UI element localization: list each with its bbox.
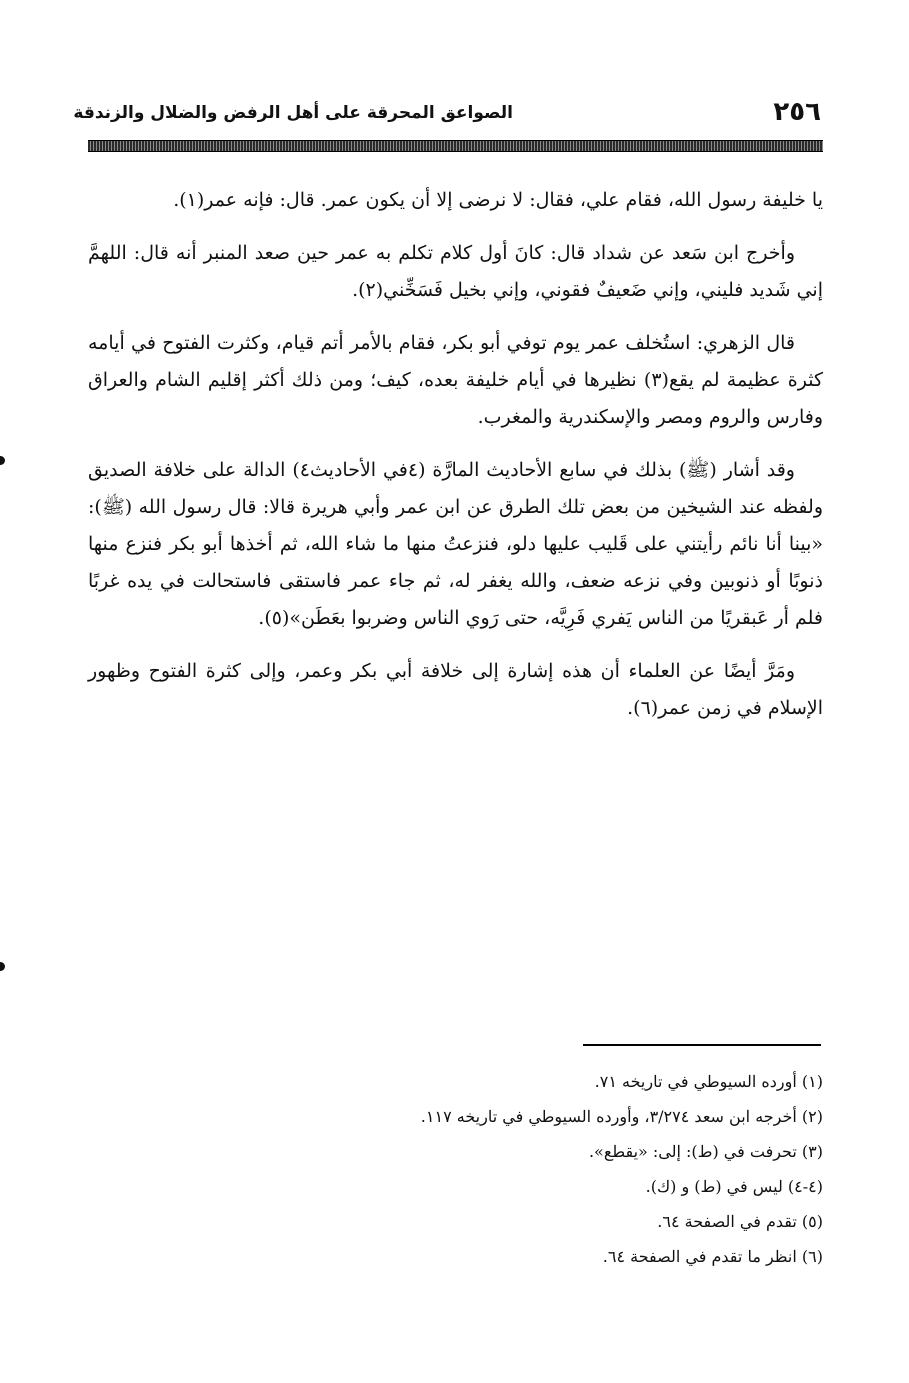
footnotes xyxy=(88,1064,823,1274)
body-text xyxy=(88,182,823,743)
paragraph: ومَرَّ أيضًا عن العلماء أن هذه إشارة إلى خلافة أبي بكر وعمر، وإلى كثرة الفتوح وظهور الإسلام في زمن عمر(٦). xyxy=(88,660,823,719)
footnote: (١) أورده السيوطي في تاريخه ٧١. xyxy=(594,1072,823,1091)
page-number: ٢٥٦ xyxy=(773,97,821,127)
footnote: (٣) تحرفت في (ط): إلى: «يقطع». xyxy=(588,1142,823,1161)
paragraph: وقد أشار (ﷺ) بذلك في سابع الأحاديث المارَّة (٤في الأحاديث٤) الدالة على خلافة الصديق ولفظه عند الشيخين من بعض تلك الطرق عن ابن عمر وأبي هريرة قالا: قال رسول الله (ﷺ): «بينا أنا نائم رأيتني على قَليب عليها دلو، فنزعتُ منها ما شاء الله، ثم أخذها أبو بكر فنزع منها ذنوبًا أو ذنوبين وفي نزعه ضعف، والله يغفر له، ثم جاء عمر فاستقى فاستحالت في يده غربًا فلم أر عَبقريًا من الناس يَفري فَرِيَّه، حتى رَوي الناس وضربوا بعَطَن»(٥). xyxy=(88,459,823,629)
running-title: الصواعق المحرقة على أهل الرفض والضلال والزندقة xyxy=(73,103,513,123)
paragraph: قال الزهري: استُخلف عمر يوم توفي أبو بكر، فقام بالأمر أتم قيام، وكثرت الفتوح في أيامه كثرة عظيمة لم يقع(٣) نظيرها في أيام خليفة بعده، كيف؛ ومن ذلك أكثر إقليم الشام والعراق وفارس والروم ومصر والإسكندرية والمغرب. xyxy=(88,332,823,428)
scan-edge-mark xyxy=(0,456,5,465)
paragraph: يا خليفة رسول الله، فقام علي، فقال: لا نرضى إلا أن يكون عمر. قال: فإنه عمر(١). xyxy=(173,189,823,211)
scan-edge-mark xyxy=(0,962,5,971)
header-rule xyxy=(88,140,823,152)
footnote: (٥) تقدم في الصفحة ٦٤. xyxy=(657,1212,823,1231)
footnote: (٢) أخرجه ابن سعد ٣/٢٧٤، وأورده السيوطي في تاريخه ١١٧. xyxy=(420,1107,823,1126)
footnote: (٦) انظر ما تقدم في الصفحة ٦٤. xyxy=(602,1247,823,1266)
footnote: (٤-٤) ليس في (ط) و (ك). xyxy=(645,1177,823,1196)
footnote-separator xyxy=(583,1044,821,1046)
paragraph: وأخرج ابن سَعد عن شداد قال: كانَ أول كلام تكلم به عمر حين صعد المنبر أنه قال: اللهمَّ إني شَديد فليني، وإني ضَعيفٌ فقوني، وإني بخيل فَسَخِّني(٢). xyxy=(88,242,823,301)
